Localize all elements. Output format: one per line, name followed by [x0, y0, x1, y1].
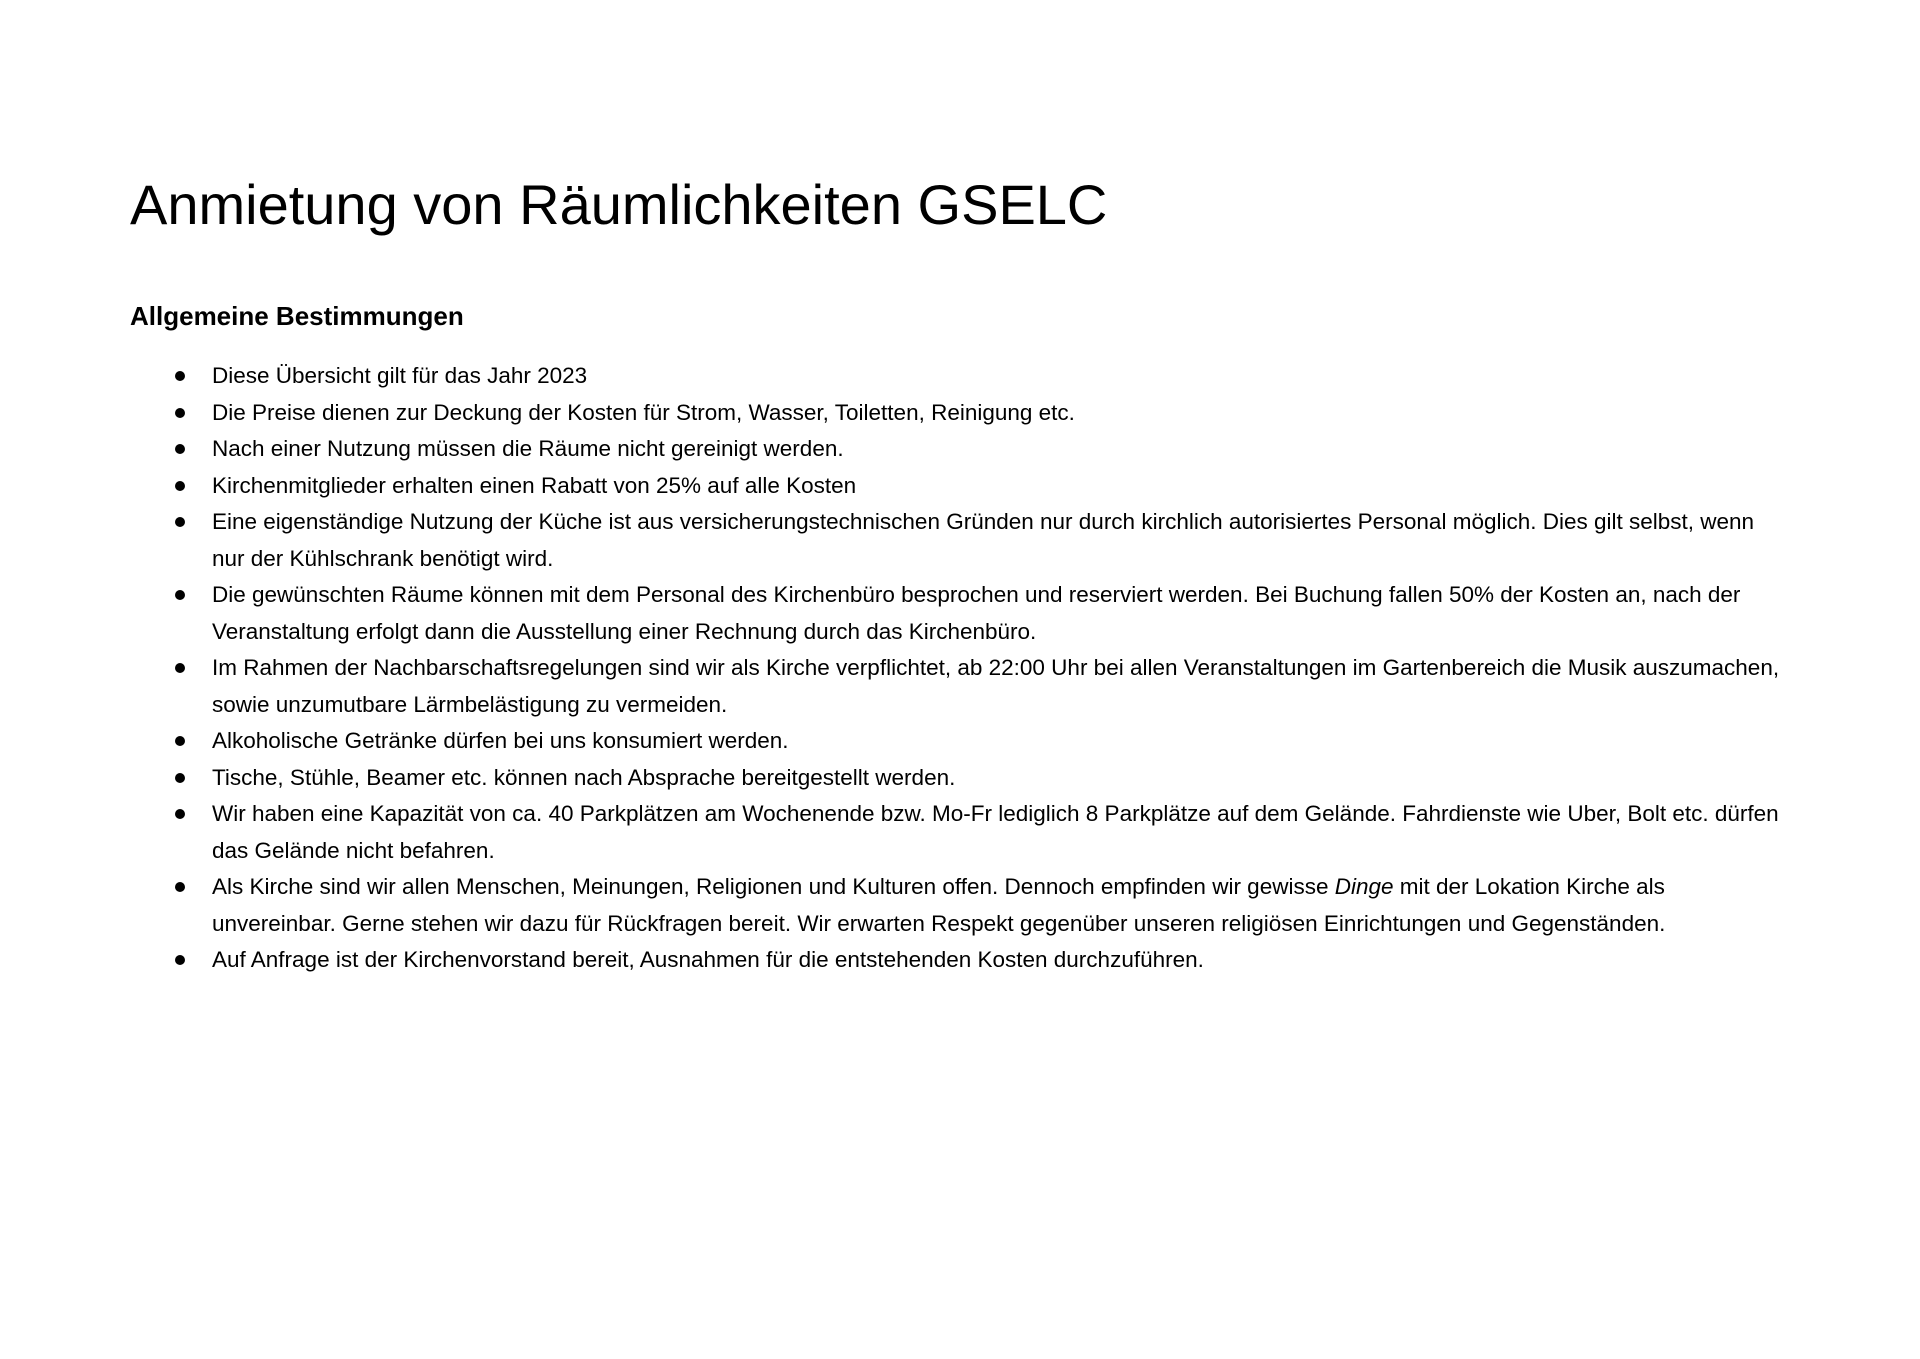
- bullet-icon: [175, 590, 185, 600]
- list-item-text: Eine eigenständige Nutzung der Küche ist aus versicherungstechnischen Gründen nur durch kirchlich autorisiertes Personal möglich. Dies gilt selbst, wenn nur der Kühlschrank benötigt wird.: [212, 509, 1755, 571]
- bullet-icon: [175, 481, 185, 491]
- bullet-icon: [175, 517, 185, 527]
- bullet-icon: [175, 444, 185, 454]
- bullet-icon: [175, 371, 185, 381]
- section-heading: Allgemeine Bestimmungen: [130, 301, 464, 331]
- bullet-icon: [175, 663, 185, 673]
- list-item: [130, 358, 1790, 395]
- list-item-text: Die Preise dienen zur Deckung der Kosten für Strom, Wasser, Toiletten, Reinigung etc.: [212, 399, 1075, 425]
- list-item-text: Auf Anfrage ist der Kirchenvorstand bereit, Ausnahmen für die entstehenden Kosten durchzuführen.: [212, 947, 1204, 972]
- list-item-text: Wir haben eine Kapazität von ca. 40 Parkplätzen am Wochenende bzw. Mo-Fr lediglich 8 Parkplätze auf dem Gelände. Fahrdienste wie Uber, Bolt etc. dürfen das Gelände nicht befahren.: [212, 801, 1779, 863]
- list-item: [130, 723, 1790, 760]
- list-item-text: Kirchenmitglieder erhalten einen Rabatt von 25% auf alle Kosten: [212, 472, 857, 498]
- bullet-icon: [175, 736, 185, 746]
- list-item-text: [212, 874, 1665, 936]
- list-item-text: Tische, Stühle, Beamer etc. können nach Absprache bereitgestellt werden.: [212, 764, 956, 790]
- list-item: [130, 431, 1790, 468]
- list-item-text-part: Als Kirche sind wir allen Menschen, Meinungen, Religionen und Kulturen offen. Dennoch empfinden wir gewisse: [212, 874, 1335, 899]
- list-item-text: Diese Übersicht gilt für das Jahr 2023: [212, 363, 588, 388]
- list-item-text: Alkoholische Getränke dürfen bei uns konsumiert werden.: [212, 728, 789, 753]
- bullet-icon: [175, 955, 185, 965]
- bullet-icon: [175, 882, 185, 892]
- list-item: [130, 395, 1790, 432]
- list-item-text: Die gewünschten Räume können mit dem Personal des Kirchenbüro besprochen und reserviert werden. Bei Buchung fallen 50% der Kosten an, nach der Veranstaltung erfolgt dann die Ausstellung einer Rechnung durch das Kirchenbüro.: [212, 582, 1741, 644]
- list-item: [130, 942, 1790, 979]
- bullet-icon: [175, 408, 185, 418]
- list-item: [130, 504, 1790, 577]
- list-item: [130, 869, 1790, 942]
- bullet-icon: [175, 773, 185, 783]
- list-item: [130, 577, 1790, 650]
- list-item: [130, 468, 1790, 505]
- document-title: Anmietung von Räumlichkeiten GSELC: [130, 173, 1108, 236]
- list-item-text-part: mit der Lokation Kirche als unvereinbar. Gerne stehen wir dazu für Rückfragen bereit. Wir erwarten Respekt gegenüber unseren religiösen Einrichtungen und Gegenständen.: [212, 874, 1666, 936]
- list-item-text: Im Rahmen der Nachbarschaftsregelungen sind wir als Kirche verpflichtet, ab 22:00 Uhr bei allen Veranstaltungen im Gartenbereich die Musik auszumachen, sowie unzumutbare Lärmbelästigung zu vermeiden.: [212, 655, 1780, 717]
- list-item: [130, 760, 1790, 797]
- list-item-text: Nach einer Nutzung müssen die Räume nicht gereinigt werden.: [212, 436, 844, 461]
- emphasized-word: Dinge: [1334, 874, 1394, 899]
- list-item: [130, 650, 1790, 723]
- bullet-list: [130, 358, 1790, 979]
- list-item: [130, 796, 1790, 869]
- bullet-icon: [175, 809, 185, 819]
